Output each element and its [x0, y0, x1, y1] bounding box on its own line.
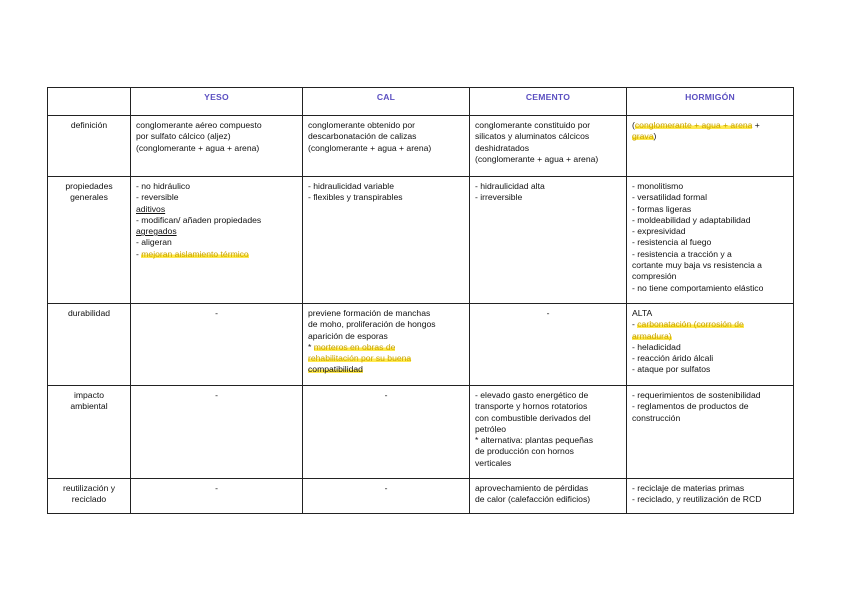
header-row: [48, 88, 794, 116]
text-line: [632, 120, 788, 131]
text-line: previene formación de manchas: [308, 308, 431, 318]
highlight-text: compatibilidad: [308, 364, 363, 375]
cell-propiedades-cal: [303, 177, 470, 304]
highlight-text: armadura): [632, 330, 672, 341]
row-label-line: reciclado: [71, 494, 107, 505]
text-line: - reacción árido álcali: [632, 353, 714, 364]
col-header-cal: CAL: [303, 88, 470, 116]
comparison-table: [47, 87, 794, 514]
text-line: - flexibles y transpirables: [308, 192, 403, 203]
text-line: - moldeabilidad y adaptabilidad: [632, 214, 751, 225]
text-line: conglomerante aéreo compuesto: [136, 120, 262, 130]
cell-impacto-cal: -: [303, 386, 470, 479]
text-line: - reciclaje de materias primas: [632, 483, 745, 493]
cell-durabilidad-cemento: -: [470, 304, 627, 386]
text-line: construcción: [632, 412, 681, 423]
row-label-propiedades: [48, 177, 131, 304]
text-line: - hidraulicidad variable: [308, 181, 394, 191]
cell-durabilidad-cal: [303, 304, 470, 386]
row-label-line: reutilización y: [62, 483, 116, 493]
text-line: [308, 364, 464, 375]
text-line: - resistencia al fuego: [632, 237, 712, 248]
highlight-text: carbonatación (corrosión de: [637, 319, 744, 330]
row-label-reutilizacion: [48, 479, 131, 514]
row-impacto: [48, 386, 794, 479]
cell-definicion-yeso: [131, 116, 303, 177]
text-line: [632, 319, 788, 330]
text-line: - ataque por sulfatos: [632, 364, 711, 375]
subheading-agregados: agregados: [136, 226, 177, 237]
cell-propiedades-hormigon: [627, 177, 794, 304]
text-line: de calor (calefacción edificios): [475, 494, 591, 505]
text-line: - versatilidad formal: [632, 192, 707, 203]
text-line: - no hidráulico: [136, 181, 190, 191]
text-line: (conglomerante + agua + arena): [308, 142, 432, 153]
text-line: con combustible derivados del: [475, 412, 591, 423]
row-label-impacto: [48, 386, 131, 479]
text-line: ALTA: [632, 308, 653, 318]
cell-definicion-hormigon: [627, 116, 794, 177]
text-line: verticales: [475, 457, 512, 468]
text-line: (conglomerante + agua + arena): [475, 153, 599, 164]
text-line: de moho, proliferación de hongos: [308, 319, 436, 330]
cell-reutilizacion-hormigon: [627, 479, 794, 514]
text-line: transporte y hornos rotatorios: [475, 401, 588, 412]
cell-durabilidad-hormigon: [627, 304, 794, 386]
text-line: aprovechamiento de pérdidas: [475, 483, 589, 493]
row-label-line: impacto: [73, 390, 105, 400]
text-line: descarbonatación de calizas: [308, 131, 417, 142]
highlight-text: grava: [632, 131, 654, 142]
row-label-durabilidad: durabilidad: [48, 304, 131, 386]
cell-definicion-cemento: [470, 116, 627, 177]
row-propiedades: [48, 177, 794, 304]
col-header-yeso: YESO: [131, 88, 303, 116]
text-line: - hidraulicidad alta: [475, 181, 545, 191]
text-line: compresión: [632, 271, 677, 282]
col-header-cemento: CEMENTO: [470, 88, 627, 116]
cell-impacto-hormigon: [627, 386, 794, 479]
text-line: conglomerante constituido por: [475, 120, 591, 130]
text-line: aparición de esporas: [308, 330, 388, 341]
paren-open: (: [632, 120, 635, 130]
text-line: [136, 249, 297, 260]
row-durabilidad: [48, 304, 794, 386]
text-line: - irreversible: [475, 192, 523, 203]
text-line: * alternativa: plantas pequeñas: [475, 435, 594, 446]
highlight-text: morteros en obras de: [313, 341, 396, 352]
text-line: petróleo: [475, 423, 507, 434]
text-line: - modifican/ añaden propiedades: [136, 214, 262, 225]
row-label-line: generales: [70, 192, 108, 203]
asterisk: *: [308, 341, 314, 352]
dash: -: [632, 319, 638, 330]
text-line: [632, 331, 788, 342]
col-header-hormigon: HORMIGÓN: [627, 88, 794, 116]
text-line: de producción con hornos: [475, 446, 574, 457]
dash: -: [136, 248, 142, 259]
row-reutilizacion: [48, 479, 794, 514]
highlight-text: mejoran aislamiento térmico: [141, 248, 249, 259]
cell-impacto-yeso: -: [131, 386, 303, 479]
text-line: silicatos y aluminatos cálcicos: [475, 131, 590, 142]
text-line: - monolitismo: [632, 181, 684, 191]
cell-reutilizacion-cemento: [470, 479, 627, 514]
highlight-text: rehabilitación por su buena: [308, 353, 412, 364]
row-label-line: ambiental: [70, 401, 108, 412]
text-line: por sulfato cálcico (aljez): [136, 131, 231, 142]
paren-close: ): [653, 131, 657, 142]
cell-propiedades-yeso: [131, 177, 303, 304]
cell-reutilizacion-yeso: -: [131, 479, 303, 514]
text-line: (conglomerante + agua + arena): [136, 142, 260, 153]
cell-reutilizacion-cal: -: [303, 479, 470, 514]
text-line: - requerimientos de sostenibilidad: [632, 390, 761, 400]
subheading-aditivos: aditivos: [136, 203, 166, 214]
text-line: - elevado gasto energético de: [475, 390, 589, 400]
cell-definicion-cal: [303, 116, 470, 177]
text-line: - aligeran: [136, 237, 172, 248]
cell-impacto-cemento: [470, 386, 627, 479]
cell-propiedades-cemento: [470, 177, 627, 304]
text-line: - resistencia a tracción y a: [632, 248, 732, 259]
text-line: cortante muy baja vs resistencia a: [632, 260, 762, 271]
text-line: [632, 131, 788, 142]
text-line: conglomerante obtenido por: [308, 120, 416, 130]
row-label-definicion: definición: [48, 116, 131, 177]
cell-durabilidad-yeso: -: [131, 304, 303, 386]
highlight-text: conglomerante + agua + arena: [634, 120, 753, 130]
text-line: - reglamentos de productos de: [632, 401, 749, 412]
text-line: deshidratados: [475, 142, 529, 153]
plus-text: +: [752, 120, 760, 130]
text-line: - reciclado, y reutilización de RCD: [632, 494, 762, 505]
text-line: - formas ligeras: [632, 203, 692, 214]
text-line: - reversible: [136, 192, 179, 203]
text-line: [308, 342, 464, 353]
text-line: - expresividad: [632, 226, 686, 237]
row-label-line: propiedades: [65, 181, 113, 191]
row-definicion: [48, 116, 794, 177]
text-line: [308, 353, 464, 364]
text-line: - heladicidad: [632, 341, 681, 352]
corner-cell: [48, 88, 131, 116]
text-line: - no tiene comportamiento elástico: [632, 282, 764, 293]
